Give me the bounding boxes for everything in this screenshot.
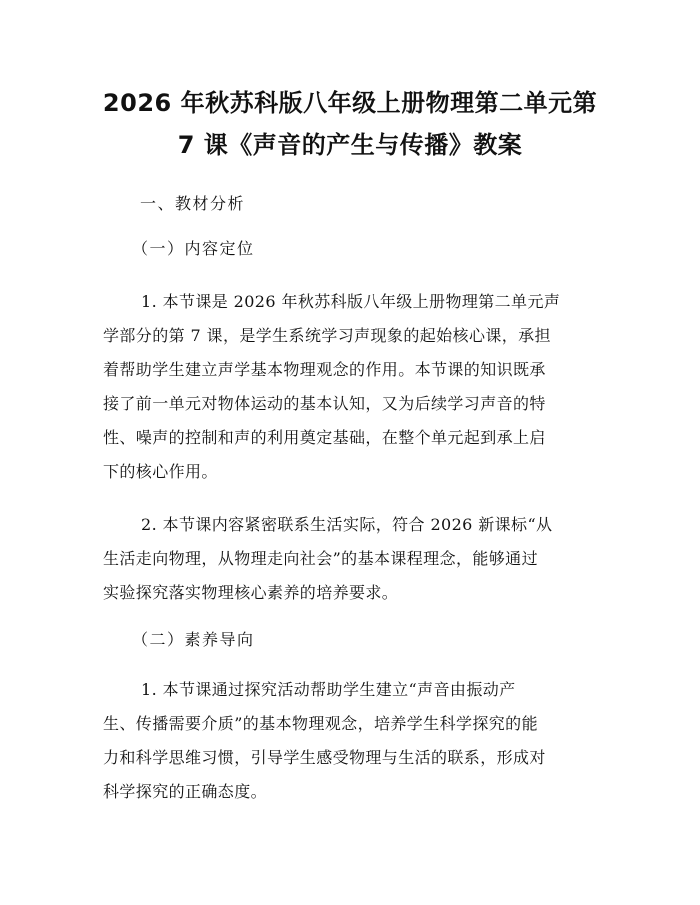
paragraph-line: 2. 本节课内容紧密联系生活实际，符合 2026 新课标“从 bbox=[141, 515, 553, 534]
paragraph-line: 接了前一单元对物体运动的基本认知，又为后续学习声音的特 bbox=[103, 394, 546, 413]
paragraph-line: 学部分的第 7 课，是学生系统学习声现象的起始核心课，承担 bbox=[103, 326, 551, 345]
paragraph-line: 1. 本节课通过探究活动帮助学生建立“声音由振动产 bbox=[141, 680, 516, 699]
paragraph-line: 生、传播需要介质”的基本物理观念，培养学生科学探究的能 bbox=[103, 714, 538, 733]
paragraph-literacy-orientation-1 bbox=[103, 673, 600, 809]
paragraph-line: 实验探究落实物理核心素养的培养要求。 bbox=[103, 583, 399, 602]
subsection-heading-literacy-orientation: （二）素养导向 bbox=[132, 630, 255, 649]
paragraph-line: 下的核心作用。 bbox=[103, 462, 218, 481]
paragraph-line: 着帮助学生建立声学基本物理观念的作用。本节课的知识既承 bbox=[103, 360, 546, 379]
paragraph-line: 生活走向物理，从物理走向社会”的基本课程理念，能够通过 bbox=[103, 549, 538, 568]
subsection-heading-content-positioning: （一）内容定位 bbox=[132, 239, 255, 258]
paragraph-line: 性、噪声的控制和声的利用奠定基础，在整个单元起到承上启 bbox=[103, 428, 546, 447]
paragraph-line: 1. 本节课是 2026 年秋苏科版八年级上册物理第二单元声 bbox=[141, 292, 561, 311]
document-title-line-2: 7 课《声音的产生与传播》教案 bbox=[177, 131, 523, 159]
document-title-line-1: 2026 年秋苏科版八年级上册物理第二单元第 bbox=[102, 89, 598, 117]
paragraph-line: 力和科学思维习惯，引导学生感受物理与生活的联系，形成对 bbox=[103, 748, 546, 767]
paragraph-line: 科学探究的正确态度。 bbox=[103, 782, 268, 801]
section-heading-textbook-analysis: 一、教材分析 bbox=[140, 194, 246, 213]
paragraph-content-positioning-1 bbox=[103, 285, 600, 489]
paragraph-content-positioning-2 bbox=[103, 508, 600, 610]
